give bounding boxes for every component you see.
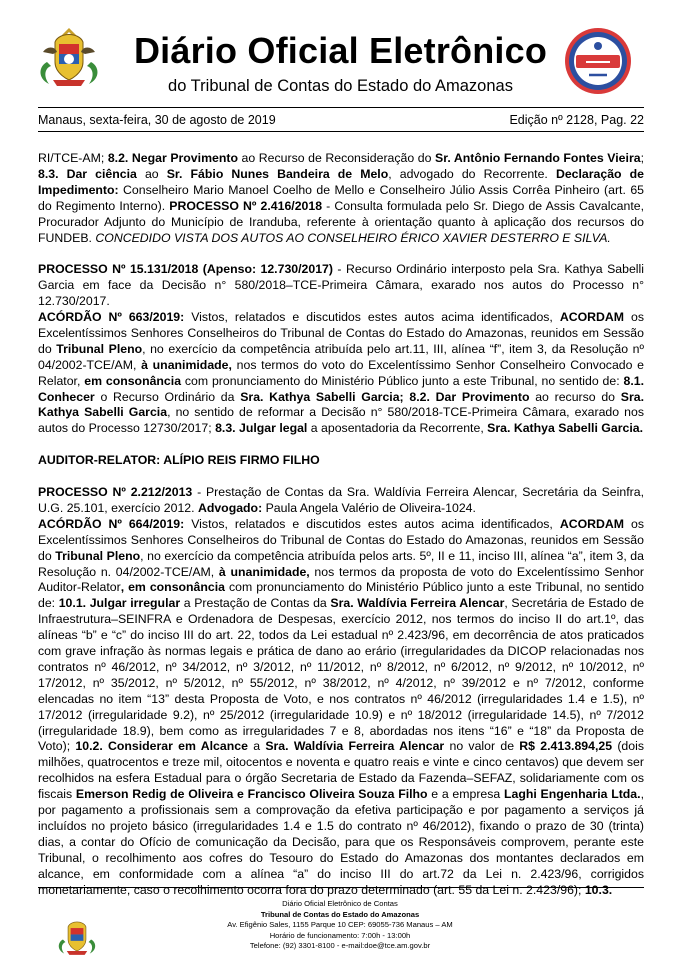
iso-certification-seal-icon: [563, 26, 633, 96]
bold-text: 10.2. Considerar em Alcance: [75, 739, 248, 754]
text-run: com pronunciamento do Ministério Público junto a este Tribunal, no sentido de:: [181, 373, 624, 388]
bold-text: à unanimidade,: [141, 357, 232, 372]
page-header: [0, 0, 681, 110]
bold-text: Sra. Kathya Sabelli Garcia.: [487, 421, 643, 436]
bold-text: Declaração de Impedimento:: [38, 166, 644, 197]
bold-text: PROCESSO Nº 2.212/2013: [38, 484, 193, 499]
text-run: , no sentido de reformar a Decisão n° 580/2018-TCE-Primeira Câmara, exarado nos autos do Processo 12730/2017;: [38, 405, 644, 436]
bold-text: à unanimidade,: [218, 564, 310, 579]
text-run: Conselheiro Mario Manoel Coelho de Mello e Conselheiro Júlio Assis Corrêa Pinheiro (art. 65 do Regimento Interno).: [38, 182, 644, 213]
header-rule-top: [38, 107, 644, 108]
section-heading: [38, 453, 644, 469]
page-title: Diário Oficial Eletrônico: [133, 30, 548, 71]
bold-text: 8.3. Julgar legal: [215, 421, 308, 436]
bold-text: Sr. Fábio Nunes Bandeira de Melo: [166, 166, 389, 181]
bold-text: em consonância: [84, 373, 182, 388]
text-run: os Excelentíssimos Senhores Conselheiros do Tribunal de Contas do Estado do Amazonas, reunidos em Sessão do: [38, 516, 645, 563]
bold-text: 8.3. Dar ciência: [38, 166, 137, 181]
page-footer: [0, 890, 681, 975]
text-run: a: [247, 739, 266, 754]
footer-line: Tribunal de Contas do Estado do Amazonas: [260, 909, 420, 919]
text-run: , Secretária de Estado de Infraestrutura–SEINFRA e Ordenadora de Despesas, exercício 2012, nos termos do inciso II do art.1º, das alíneas “b” e “c” do inciso III do art. 22, todos da Lei estadual nº 2.423/96, em decorrência de atos praticados com grave infração às normas legais e prática de dano ao erário (irregularidades da DICOP relacionadas nos contratos nº 46/2012, nº 34/2012, nº 3/2012, nº 11/2012, nº 8/2012, nº 6/2012, nº 9/2012, nº 10/2012, nº 17/2012, nº 35/2012, nº 5/2012, nº 55/2012, nº 38/2012, nº 4/2012, nº 39/2012 e nº 7/2012, conforme elencadas no item “13” desta Proposta de Voto, e nos contratos nº 46/2012 (irregularidades 1.4 e 1.5), nº 17/2012 (irregularidade 9.2), nº 25/2012 (irregularidade 10.9) e nº 18/2012 (irregularidade 14.5), nº 7/2012 (irregularidade 18.9), bem como as irregularidades 7 e 8, abordadas nos itens “16” e “18” da Proposta de Voto);: [38, 596, 644, 754]
bold-text: R$ 2.413.894,25: [519, 739, 613, 754]
text-run: ao recurso do: [529, 389, 621, 404]
text-run: Paula Angela Valério de Oliveira-1024.: [262, 500, 476, 515]
coat-of-arms-icon: [54, 914, 100, 960]
bold-text: ACÓRDÃO Nº 663/2019:: [38, 310, 185, 325]
text-run: RI/TCE-AM;: [38, 151, 108, 165]
document-body: [38, 151, 644, 899]
bold-text: PROCESSO Nº 2.416/2018: [169, 198, 323, 213]
bold-text: Emerson Redig de Oliveira e Francisco Oliveira Souza Filho: [75, 787, 428, 802]
bold-text: ACÓRDÃO Nº 664/2019:: [38, 516, 185, 531]
header-rule-bottom: [38, 131, 644, 132]
bold-text: 8.1. Conhecer: [38, 373, 644, 404]
bold-text: Sra. Kathya Sabelli Garcia; 8.2. Dar Provimento: [240, 389, 530, 404]
bold-text: Laghi Engenharia Ltda.: [503, 787, 641, 802]
footer-rule: [38, 887, 644, 888]
text-run: a aposentadoria da Recorrente,: [307, 421, 488, 436]
bold-text: Sr. Antônio Fernando Fontes Vieira: [435, 151, 641, 165]
text-run: ;: [640, 151, 644, 165]
bold-text: ACORDAM: [559, 516, 625, 531]
text-run: , no exercício da competência atribuída pelo art.11, III, alínea “f”, item 3, da Resolução nº 04/2002-TCE/AM,: [38, 341, 644, 372]
footer-line: Diário Oficial Eletrônico de Contas: [282, 899, 398, 908]
paragraph: [38, 151, 644, 246]
text-run: os Excelentíssimos Senhores Conselheiros do Tribunal de Contas do Estado do Amazonas, reunidos em Sessão do: [38, 310, 645, 356]
text-run: o Recurso Ordinário da: [94, 389, 241, 404]
location-date: Manaus, sexta-feira, 30 de agosto de 2019: [38, 113, 276, 127]
bold-text: , em consonância: [120, 580, 226, 595]
bold-text: AUDITOR-RELATOR: ALÍPIO REIS FIRMO FILHO: [38, 453, 320, 468]
bold-text: 8.2. Negar Provimento: [107, 151, 238, 165]
bold-text: Sra. Waldívia Ferreira Alencar: [330, 596, 505, 611]
italic-text: CONCEDIDO VISTA DOS AUTOS AO CONSELHEIRO ÉRICO XAVIER DESTERRO E SILVA.: [95, 230, 611, 245]
text-run: - Consulta formulada pelo Sr. Diego de Assis Cavalcante, Procurador Adjunto do Município de Iranduba, referente à orientação quanto à aplicação dos recursos do FUNDEB.: [38, 198, 644, 245]
paragraph: [38, 485, 644, 517]
text-run: Vistos, relatados e discutidos estes autos acima identificados,: [184, 310, 560, 325]
bold-text: 10.1. Julgar irregular: [58, 596, 181, 611]
text-run: - Prestação de Contas da Sra. Waldívia Ferreira Alencar, Secretária da Seinfra, U.G. 25.101, exercício 2012.: [38, 484, 644, 515]
footer-line: Av. Efigênio Sales, 1155 Parque 10 CEP: 69055-736 Manaus – AM: [227, 920, 453, 930]
bold-text: 10.3.: [584, 882, 613, 897]
text-run: Vistos, relatados e discutidos estes autos acima identificados,: [184, 516, 560, 531]
bold-text: Tribunal Pleno: [56, 341, 143, 356]
text-run: nos termos do voto do Excelentíssimo Senhor Conselheiro Convocado e Relator,: [38, 357, 645, 388]
footer-contact: [180, 899, 500, 952]
text-run: , advogado do Recorrente.: [388, 166, 556, 181]
text-run: e a empresa: [427, 787, 504, 802]
edition-page: Edição nº 2128, Pag. 22: [509, 113, 644, 127]
text-run: - Recurso Ordinário interposto pela Sra. Kathya Sabelli Garcia em face da Decisão n° 580/2018–TCE-Primeira Câmara, exarado nos autos do Processo n° 12.730/2017.: [38, 262, 644, 309]
bold-text: Sra. Waldívia Ferreira Alencar: [265, 739, 445, 754]
bold-text: PROCESSO Nº 15.131/2018 (Apenso: 12.730/2017): [38, 262, 333, 277]
text-run: ao: [136, 166, 167, 181]
bold-text: Tribunal Pleno: [55, 548, 141, 563]
text-run: ao Recurso de Reconsideração do: [237, 151, 436, 165]
paragraph: [38, 262, 644, 310]
bold-text: Sra. Kathya Sabelli Garcia: [38, 389, 644, 420]
footer-line: Telefone: (92) 3301-8100 - e-mail:doe@tce.am.gov.br: [249, 941, 431, 951]
text-run: no valor de: [444, 739, 520, 754]
coat-of-arms-icon: [33, 22, 105, 94]
paragraph: [38, 517, 644, 899]
text-run: a Prestação de Contas da: [180, 596, 331, 611]
footer-line: Horário de funcionamento: 7:00h - 13:00h: [269, 930, 411, 940]
text-run: , no exercício da competência atribuída pelos arts. 5º, II e 11, inciso III, alínea “a”, item 3, da Resolução n. 04/2002-TCE/AM,: [38, 548, 644, 579]
text-run: , por pagamento a profissionais sem a comprovação da efetiva participação e por pagamento a serviços já incluídos no projeto básico (irregularidades 1.4 e 1.5 do contrato nº 46/2012), fixando o prazo de 30 (trinta) dias, a contar do Ofício de comunicação da Decisão, para que os Responsáveis comprovem, perante este Tribunal, o recolhimento aos cofres do Tesouro do Estado do Amazonas dos montantes declarados em alcance, em conformidade com a alínea “a” do inciso III do art.72 da Lei n. 2.423/96, corrigidos monetariamente, caso o recolhimento ocorra fora do prazo determinado (art. 55 da Lei n. 2.423/96);: [38, 787, 644, 897]
text-run: nos termos da proposta de voto do Excelentíssimo Senhor Auditor-Relator: [38, 564, 644, 595]
bold-text: Advogado:: [197, 500, 263, 515]
page-subtitle: do Tribunal de Contas do Estado do Amazonas: [168, 77, 513, 95]
bold-text: ACORDAM: [559, 310, 625, 325]
text-run: com pronunciamento do Ministério Público junto a este Tribunal, no sentido de:: [38, 580, 644, 611]
text-run: (dois milhões, quatrocentos e treze mil, oitocentos e noventa e quatro reais e vinte e cinco centavos) que devem ser recolhidos na esfera Estadual para o órgão Secretaria de Estado da Fazenda–SEFAZ, solidariamente com os fiscais: [38, 739, 644, 802]
paragraph: [38, 310, 644, 437]
